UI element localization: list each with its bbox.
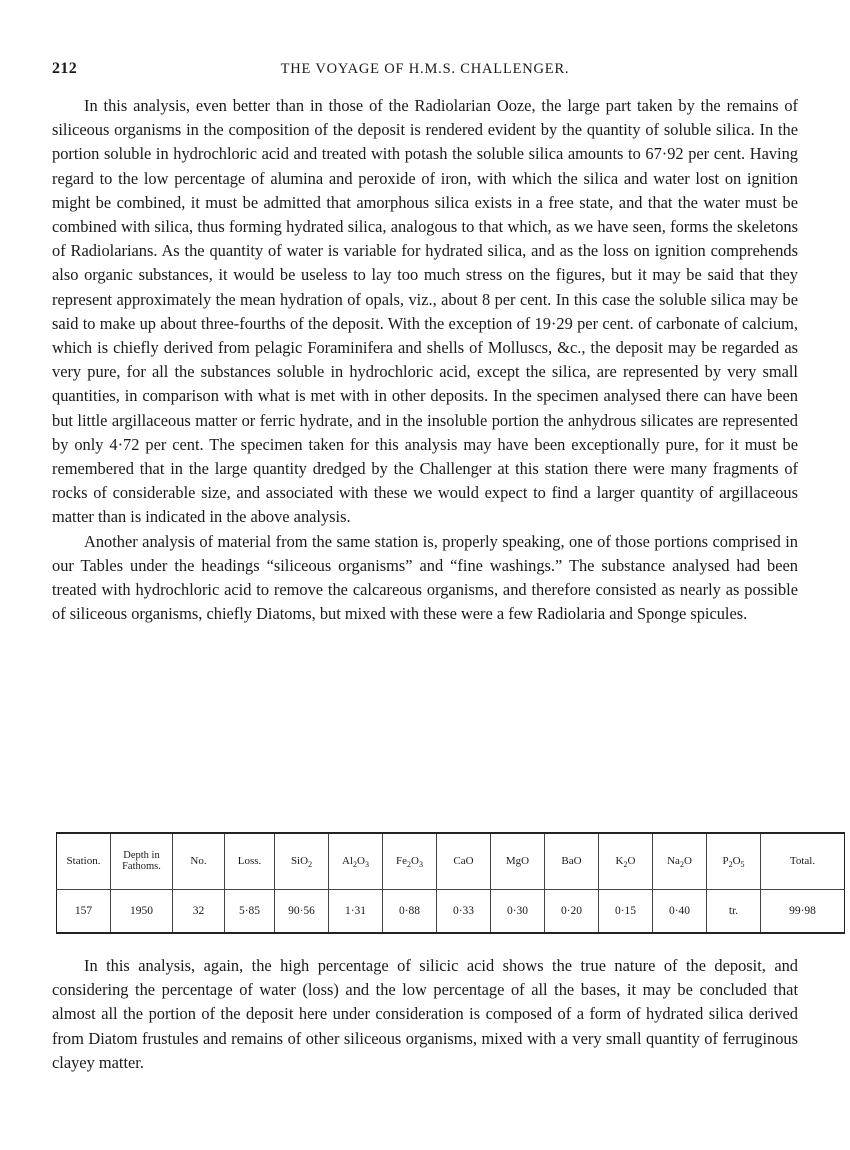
th-sio2-sub: 2 [308,860,313,870]
cell-p2o5: tr. [707,889,761,933]
th-na2o [653,833,707,889]
cell-na2o: 0·40 [653,889,707,933]
body-text-upper [52,94,798,626]
running-title: THE VOYAGE OF H.M.S. CHALLENGER. [280,61,570,77]
th-p2o5-b: O [732,855,741,868]
cell-depth: 1950 [111,889,173,933]
th-loss: Loss. [225,833,275,889]
th-bao: BaO [545,833,599,889]
th-total: Total. [761,833,845,889]
th-na2o-a: Na [667,855,680,868]
th-p2o5-sub2: 5 [740,860,745,870]
table-header-row [57,833,845,889]
page-number: 212 [52,60,78,77]
th-k2o [599,833,653,889]
cell-mgo: 0·30 [491,889,545,933]
th-no: No. [173,833,225,889]
cell-no: 32 [173,889,225,933]
th-al2o3 [329,833,383,889]
cell-total: 99·98 [761,889,845,933]
th-depth-line1: Depth in [123,850,160,862]
cell-cao: 0·33 [437,889,491,933]
th-sio2-text: SiO [290,855,309,868]
th-k2o-sub: 2 [623,860,628,870]
th-depth-line2: Fathoms. [122,861,161,873]
th-al2o3-sub2: 3 [364,860,369,870]
cell-fe2o3: 0·88 [383,889,437,933]
paragraph-2: Another analysis of material from the same station is, properly speaking, one of those portions comprised in our Tables under the headings “siliceous organisms” and “fine washings.” The substance analysed had been treated with hydrochloric acid to remove the calcareous organisms, and therefore consisted as nearly as possible of siliceous organisms, chiefly Diatoms, but mixed with these were a few Radiolaria and Sponge spicules. [52,531,798,624]
analysis-table [56,832,845,934]
th-al2o3-b: O [357,855,365,868]
th-p2o5 [707,833,761,889]
th-k2o-b: O [627,855,636,868]
cell-bao: 0·20 [545,889,599,933]
th-p2o5-a: P [722,855,729,868]
th-p2o5-sub1: 2 [728,860,733,870]
th-fe2o3-sub2: 3 [418,860,423,870]
th-k2o-a: K [615,855,624,868]
body-text-lower [52,954,798,1075]
paragraph-1: In this analysis, even better than in those of the Radiolarian Ooze, the large part taken by the remains of siliceous organisms in the composition of the deposit is rendered evident by the quantity of soluble silica. In the portion soluble in hydrochloric acid and treated with potash the soluble silica amounts to 67·92 per cent. Having regard to the low percentage of alumina and peroxide of iron, with which the silica and water lost on ignition might be combined, it must be admitted that amorphous silica exists in a free state, and that the water must be combined with silica, thus forming hydrated silica, analogous to that which, as we have seen, forms the skeletons of Radiolarians. As the quantity of water is variable for hydrated silica, and as the loss on ignition comprehends also organic substances, it would be useless to lay too much stress on the figures, but it may be said that they represent approximately the mean hydration of opals, viz., about 8 per cent. In this case the soluble silica may be said to make up about three-fourths of the deposit. With the exception of 19·29 per cent. of carbonate of calcium, which is chiefly derived from pelagic Foraminifera and shells of Molluscs, &c., the deposit may be regarded as very pure, for all the substances soluble in hydrochloric acid, except the silica, are represented by very small quantities, in comparison with what is met with in other deposits. In the specimen analysed there can have been but little argillaceous matter or ferric hydrate, and in the insoluble portion the anhydrous silicates are represented by only 4·72 per cent. The specimen taken for this analysis may have been exceptionally pure, for it must be remembered that in the large quantity dredged by the Challenger at this station there were many fragments of rocks of considerable size, and associated with these we would expect to find a larger quantity of argillaceous matter than is indicated in the above analysis. [52,96,798,527]
th-depth [111,833,173,889]
th-fe2o3-a: Fe [396,855,408,868]
th-mgo: MgO [491,833,545,889]
th-cao: CaO [437,833,491,889]
th-na2o-b: O [683,855,692,868]
cell-station: 157 [57,889,111,933]
th-fe2o3-b: O [411,855,419,868]
cell-k2o: 0·15 [599,889,653,933]
cell-loss: 5·85 [225,889,275,933]
page-header [52,60,798,88]
th-al2o3-sub1: 2 [353,860,358,870]
cell-al2o3: 1·31 [329,889,383,933]
th-station: Station. [57,833,111,889]
th-fe2o3 [383,833,437,889]
th-al2o3-a: Al [342,855,354,868]
cell-sio2: 90·56 [275,889,329,933]
paragraph-3: In this analysis, again, the high percentage of silicic acid shows the true nature of the deposit, and considering the percentage of water (loss) and the low percentage of all the bases, it may be concluded that almost all the portion of the deposit here under consideration is composed of a form of hydrated silica derived from Diatom frustules and remains of other siliceous organisms, mixed with a very small quantity of ferruginous clayey matter. [52,956,798,1072]
table-row [57,889,845,933]
th-fe2o3-sub1: 2 [407,860,412,870]
th-na2o-sub: 2 [679,860,684,870]
th-sio2 [275,833,329,889]
